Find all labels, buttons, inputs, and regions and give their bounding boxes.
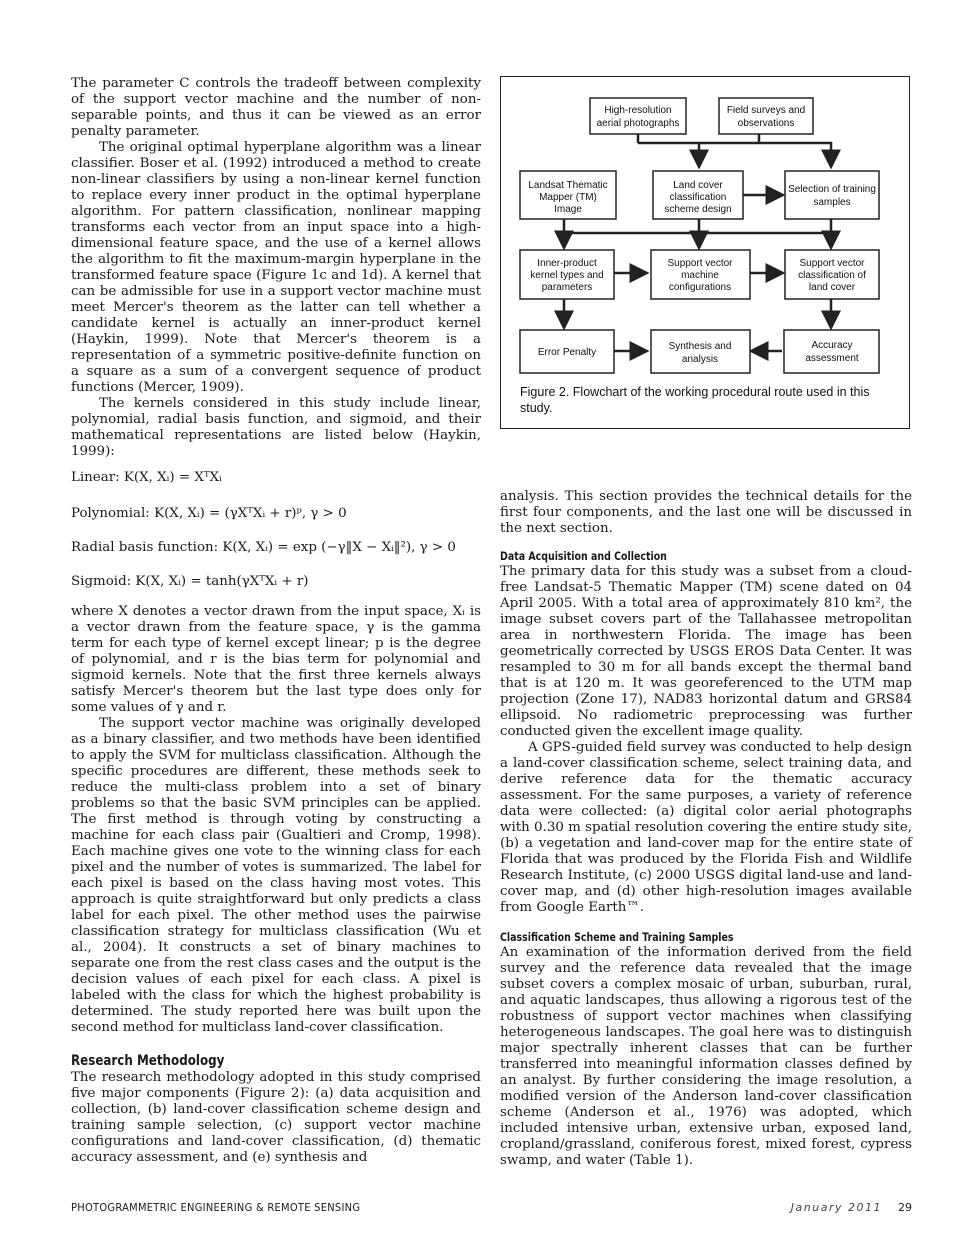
svg-text:machine: machine [681, 270, 719, 281]
svg-text:configurations: configurations [668, 282, 732, 293]
polynomial-kernel-formula: Polynomial: K(X, Xᵢ) = (γXᵀXᵢ + r)ᵖ, γ > 0 [71, 506, 347, 521]
svg-text:parameters: parameters [541, 282, 593, 293]
svg-text:Support vector: Support vector [799, 258, 865, 269]
page-footer [71, 1201, 912, 1219]
journal-name: PHOTOGRAMMETRIC ENGINEERING & REMOTE SENSING [71, 1201, 361, 1214]
svg-text:samples: samples [813, 197, 851, 208]
svg-text:High-resolution: High-resolution [604, 105, 672, 116]
subsection-heading: Data Acquisition and Collection [500, 549, 667, 563]
flowchart [501, 77, 911, 430]
paragraph: A GPS-guided field survey was conducted to help design a land-cover classification scheme, select training data, and derive reference data for the thematic accuracy assessment. For the same purposes, a variety of reference data were collected: (a) digital color aerial photographs with 0.30 m spatial resolution covering the entire study site, (b) a vegetation and land-cover map for the entire state of Florida that was produced by the Florida Fish and Wildlife Research Institute, (c) 2000 USGS digital land-use and land-cover map, and (d) other high-resolution images available from Google Earth™. [500, 740, 912, 915]
paragraph: The original optimal hyperplane algorithm was a linear classifier. Boser et al. (1992) introduced a method to create non-linear classifiers by using a non-linear kernel function to replace every inner product in the optimal hyperplane algorithm. For pattern classification, nonlinear mapping transforms each vector from an input space into a high-dimensional feature space, and the use of a kernel allows the algorithm to fit the maximum-margin hyperplane in the transformed feature space (Figure 1c and 1d). A kernel that can be admissible for use in a support vector machine must meet Mercer's theorem as the latter can tell whether a candidate kernel is actually an inner-product kernel (Haykin, 1999). Note that Mercer's theorem is a representation of a symmetric positive-definite function on a square as a sum of a convergent sequence of product functions (Mercer, 1909). [71, 140, 481, 395]
svg-text:Mapper (TM): Mapper (TM) [539, 192, 597, 203]
box-kernel-types [520, 250, 614, 299]
rbf-kernel-formula: Radial basis function: K(X, Xᵢ) = exp (−γ‖X − Xᵢ‖²), γ > 0 [71, 540, 456, 555]
box-landsat-tm [520, 171, 616, 219]
svg-text:analysis: analysis [681, 354, 719, 365]
paragraph: The support vector machine was originally developed as a binary classifier, and two methods have been identified to apply the SVM for multiclass classification. Although the specific procedures are different, these methods seek to reduce the multi-class problem into a set of binary problems so that the basic SVM principles can be applied. The first method is through voting by constructing a machine for each class pair (Gualtieri and Cromp, 1998). Each machine gives one vote to the winning class for each pixel and the number of votes is summarized. The label for each pixel is based on the class having most votes. This approach is quite straightforward but only predicts a class label for each pixel. The other method uses the pairwise classification strategy for multiclass classification (Wu et al., 2004). It constructs a set of binary machines to separate one from the rest class cases and the output is the decision values of each pixel for each class. A pixel is labeled with the class for which the highest probability is determined. The study reported here was built upon the second method for multiclass land-cover classification. [71, 716, 481, 1035]
box-aerial-photographs [590, 98, 686, 134]
svg-text:aerial photographs: aerial photographs [596, 118, 680, 129]
svg-text:observations: observations [737, 118, 795, 129]
paragraph: analysis. This section provides the technical details for the first four components, and the last one will be discussed in the next section. [500, 489, 912, 536]
box-field-surveys [719, 98, 813, 134]
box-classification-scheme [653, 171, 743, 219]
sigmoid-kernel-formula: Sigmoid: K(X, Xᵢ) = tanh(γXᵀXᵢ + r) [71, 574, 309, 589]
svg-text:assessment: assessment [805, 353, 859, 364]
right-column [500, 489, 912, 1169]
svg-text:kernel types and: kernel types and [530, 270, 604, 281]
svg-text:scheme design: scheme design [664, 204, 732, 215]
paragraph: The primary data for this study was a subset from a cloud-free Landsat-5 Thematic Mapper (TM) scene dated on 04 April 2005. With a total area of approximately 810 km², the image subset covers part of the Tallahassee metropolitan area in northwestern Florida. The image has been geometrically corrected by USGS EROS Data Center. It was resampled to 30 m for all bands except the thermal band that is at 120 m. It was georeferenced to the UTM map projection (Zone 17), NAD83 horizontal datum and GRS84 ellipsoid. No radiometric preprocessing was further conducted given the excellent image quality. [500, 564, 912, 739]
paragraph: An examination of the information derived from the field survey and the reference data revealed that the image subset covers a complex mosaic of urban, suburban, rural, and aquatic landscapes, thus allowing a rigorous test of the robustness of support vector machines when classifying heterogeneous landscapes. The goal here was to distinguish major spectrally inherent classes that can be further transferred into meaningful information classes defined by an analyst. By further considering the image resolution, a modified version of the Anderson land-cover classification scheme (Anderson et al., 1976) was adopted, which included intensive urban, extensive urban, exposed land, cropland/grassland, coniferous forest, mixed forest, cypress swamp, and water (Table 1). [500, 945, 912, 1168]
svg-text:Landsat Thematic: Landsat Thematic [528, 180, 608, 191]
svg-text:Inner-product: Inner-product [537, 258, 597, 269]
svg-text:Support vector: Support vector [667, 258, 733, 269]
svg-text:Image: Image [554, 204, 582, 215]
box-training-samples [785, 171, 879, 219]
svg-text:classification of: classification of [798, 270, 866, 281]
paragraph: The kernels considered in this study include linear, polynomial, radial basis function, and sigmoid, and their mathematical representations are listed below (Haykin, 1999): [71, 396, 481, 459]
figure-2 [500, 76, 910, 429]
section-heading: Research Methodology [71, 1053, 225, 1069]
paragraph: The research methodology adopted in this study comprised five major components (Figure 2): (a) data acquisition and collection, (b) land-cover classification scheme design and training sample selection, (c) support vector machine configurations and land-cover classification, (d) thematic accuracy assessment, and (e) synthesis and [71, 1070, 481, 1165]
svg-text:land cover: land cover [808, 282, 856, 293]
box-error-penalty [520, 330, 614, 373]
paragraph: where X denotes a vector drawn from the input space, Xᵢ is a vector drawn from the feature space, γ is the gamma term for each type of kernel except linear; p is the degree of polynomial, and r is the bias term for polynomial and sigmoid kernels. Note that the first three kernels always satisfy Mercer's theorem but the last type does only for some values of γ and r. [71, 604, 481, 715]
page-number: 29 [898, 1201, 912, 1214]
svg-text:Land cover: Land cover [673, 180, 723, 191]
svg-text:classification: classification [669, 192, 727, 203]
paragraph: The parameter C controls the tradeoff between complexity of the support vector machine and the number of non-separable points, and thus it can be viewed as an error penalty parameter. [71, 76, 481, 139]
svg-text:Accuracy: Accuracy [811, 340, 853, 351]
box-accuracy-assessment [784, 330, 879, 373]
box-svm-classification [785, 250, 879, 299]
svg-text:Synthesis and: Synthesis and [668, 341, 732, 352]
box-synthesis-analysis [651, 330, 750, 373]
svg-text:Selection of training: Selection of training [788, 184, 876, 195]
box-svm-configurations [651, 250, 750, 299]
svg-text:Field surveys and: Field surveys and [726, 105, 806, 116]
svg-text:Error Penalty: Error Penalty [537, 347, 597, 358]
left-column [71, 76, 481, 1166]
figure-caption: Figure 2. Flowchart of the working procedural route used in this study. [520, 385, 870, 415]
subsection-heading: Classification Scheme and Training Samples [500, 930, 734, 944]
linear-kernel-formula: Linear: K(X, Xᵢ) = XᵀXᵢ [71, 470, 222, 485]
issue-date: January 2011 [790, 1201, 882, 1214]
